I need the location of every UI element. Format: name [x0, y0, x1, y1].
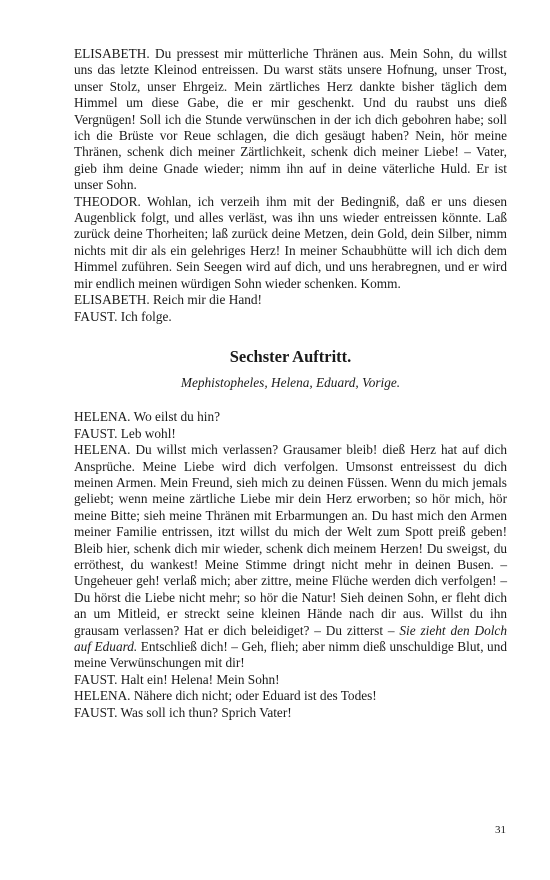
scene-six-dialogue	[74, 409, 507, 721]
speech-helena-long	[74, 442, 507, 672]
page-number: 31	[495, 824, 506, 836]
speech-theodor: THEODOR. Wohlan, ich verzeih ihm mit der Bedingniß, daß er uns diesen Augenblick folgt, und alles verläst, was ihn uns wieder entreissen könnte. Laß zurück deine Thorheiten; laß zurück deine Metzen, dein Gold, dein Silber, nimm nichts mit dir als ein gelehriges Herz! In meiner Schaubhütte will ich dich dem Himmel zuführen. Sein Seegen wird auf dich, und uns herabregnen, und er wird mir endlich meinen würdigen Sohn wieder schenken. Komm.	[74, 193, 507, 291]
speech-helena-question: HELENA. Wo eilst du hin?	[74, 409, 221, 425]
speech-faust-short: FAUST. Ich folge.	[74, 308, 172, 324]
speech-helena-threat: HELENA. Nähere dich nicht; oder Eduard ist des Todes!	[74, 688, 377, 704]
speech-elisabeth: ELISABETH. Du pressest mir mütterliche Thränen aus. Mein Sohn, du willst uns das letzte Kleinod entreissen. Du warst stäts unsere Hofnung, unser Trost, unser Stolz, unser Ehrgeiz. Mein zärtliches Herz dankte bisher täglich dem Himmel um diese Gabe, die er mir geschenkt. Und du raubst uns dieß Vergnügen! Soll ich die Stunde verwünschen in der ich dich gebohren habe; soll ich die Brüste vor Reue schlagen, die dich gesäugt haben? Nein, hör meine Thränen, schenk dich meiner Zärtlichkeit, schenk dich meiner Liebe! – Vater, gieb ihm deine Gnade wieder; nimm ihn auf in deine väterliche Huld. Er ist unser Sohn.	[74, 46, 507, 193]
book-page	[74, 46, 507, 721]
speech-helena-long-text: HELENA. Du willst mich verlassen? Grausamer bleib! dieß Herz hat auf dich Ansprüche. Meine Liebe wird dich verfolgen. Umsonst entreissest du dich meinen Armen. Mein Freund, sieh mich zu deinen Füssen. Wenn du mich jemals geliebt; wenn meine zärtliche Liebe mir dein Herz erworben; so hör mich, hör meine Bitte; sieh meine Thränen mit Erbarmungen an. Du hast mich den Armen meiner Familie entrissen, itzt willst du mich der Welt zum Spott preiß geben! Bleib hier, schenk dich mir wieder, schenk dich meinem Herzen! Du sweigst, du erröthest, du wankest! Meine Stimme dringt nicht mehr in deinen Busen. – Ungeheuer geh! verlaß mich; aber zittre, meine Flüche werden dich verfolgen! – Du hörst die Liebe nicht mehr; so hör die Natur! Sieh deinen Sohn, er fleht dich an um Mitleid, er streckt seine kleinen Hände nach dir aus. Willst du ihn grausam verlassen? Hat er dich beleidiget? – Du zitterst –	[74, 442, 507, 638]
speech-elisabeth-short: ELISABETH. Reich mir die Hand!	[74, 292, 262, 308]
speech-faust-farewell: FAUST. Leb wohl!	[74, 425, 176, 441]
stage-direction: Sie zieht den Dolch auf Eduard.	[74, 622, 507, 654]
scene-cast-list: Mephistopheles, Helena, Eduard, Vorige.	[180, 374, 401, 390]
speech-helena-long-text-end: Entschließ dich! – Geh, flieh; aber nimm dieß unschuldige Blut, und meine Verwünschungen mit dir!	[74, 639, 507, 671]
speech-faust-question: FAUST. Was soll ich thun? Sprich Vater!	[74, 704, 292, 720]
speech-faust-halt: FAUST. Halt ein! Helena! Mein Sohn!	[74, 671, 280, 687]
scene-five-dialogue	[74, 46, 507, 325]
scene-heading: Sechster Auftritt.	[229, 346, 352, 366]
